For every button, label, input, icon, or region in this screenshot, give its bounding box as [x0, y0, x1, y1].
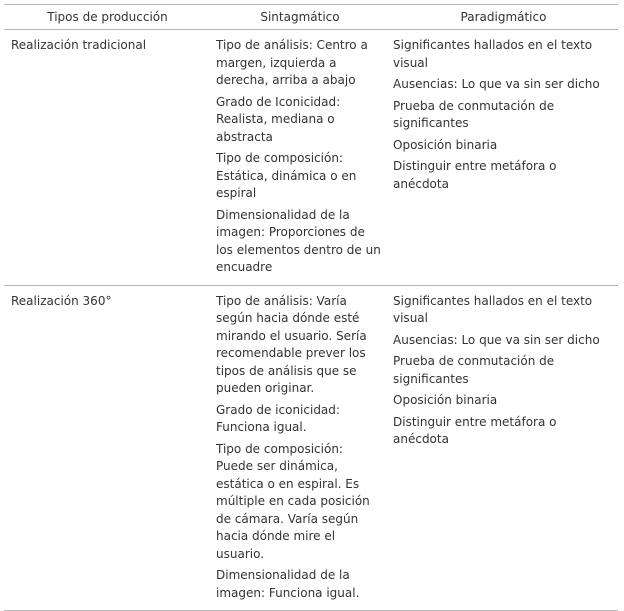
sintagmatico-entry: Tipo de composición: Estática, dinámica o en espiral	[216, 151, 357, 200]
sintagmatico-cell	[211, 30, 389, 286]
paradigmatico-entry: Prueba de conmutación de significantes	[393, 98, 555, 130]
sintagmatico-cell	[211, 285, 389, 611]
sintagmatico-entry: Grado de iconicidad: Funciona igual.	[216, 402, 340, 434]
paradigmatico-entry: Significantes hallados en el texto visual	[393, 38, 593, 70]
paradigmatico-entry: Ausencias: Lo que va sin ser dicho	[393, 332, 600, 347]
production-type-cell: Realización 360°	[4, 285, 211, 611]
table-header-row	[4, 5, 618, 30]
table-row-tradicional	[4, 30, 618, 286]
comparison-table	[4, 4, 618, 611]
table-row-360	[4, 285, 618, 611]
production-type-cell: Realización tradicional	[4, 30, 211, 286]
paradigmatico-entry: Distinguir entre metáfora o anécdota	[393, 414, 557, 446]
header-paradigmatico: Paradigmático	[389, 5, 618, 30]
paradigmatico-cell	[389, 285, 618, 611]
sintagmatico-entry: Tipo de análisis: Varía según hacia dónde esté mirando el usuario. Sería recomendable prever los tipos de análisis que se pueden originar.	[216, 293, 367, 395]
paradigmatico-entry: Significantes hallados en el texto visual	[393, 293, 593, 325]
sintagmatico-entry: Dimensionalidad de la imagen: Proporciones de los elementos dentro de un encuadre	[216, 207, 381, 274]
header-tipos-de-produccion: Tipos de producción	[4, 5, 211, 30]
paradigmatico-cell	[389, 30, 618, 286]
paradigmatico-entry: Oposición binaria	[393, 393, 498, 407]
header-sintagmatico: Sintagmático	[211, 5, 389, 30]
sintagmatico-entry: Tipo de composición: Puede ser dinámica, estática o en espiral. Es múltiple en cada posición de cámara. Varía según hacia dónde mire el usuario.	[216, 441, 370, 561]
sintagmatico-entry: Tipo de análisis: Centro a margen, izquierda a derecha, arriba a abajo	[216, 38, 368, 87]
paradigmatico-entry: Distinguir entre metáfora o anécdota	[393, 159, 557, 191]
paradigmatico-entry: Oposición binaria	[393, 137, 498, 152]
paradigmatico-entry: Prueba de conmutación de significantes	[393, 354, 555, 386]
sintagmatico-entry: Dimensionalidad de la imagen: Funciona igual.	[216, 568, 360, 600]
paradigmatico-entry: Ausencias: Lo que va sin ser dicho	[393, 77, 600, 91]
comparison-table-container	[4, 4, 618, 611]
sintagmatico-entry: Grado de Iconicidad: Realista, mediana o abstracta	[216, 94, 341, 144]
